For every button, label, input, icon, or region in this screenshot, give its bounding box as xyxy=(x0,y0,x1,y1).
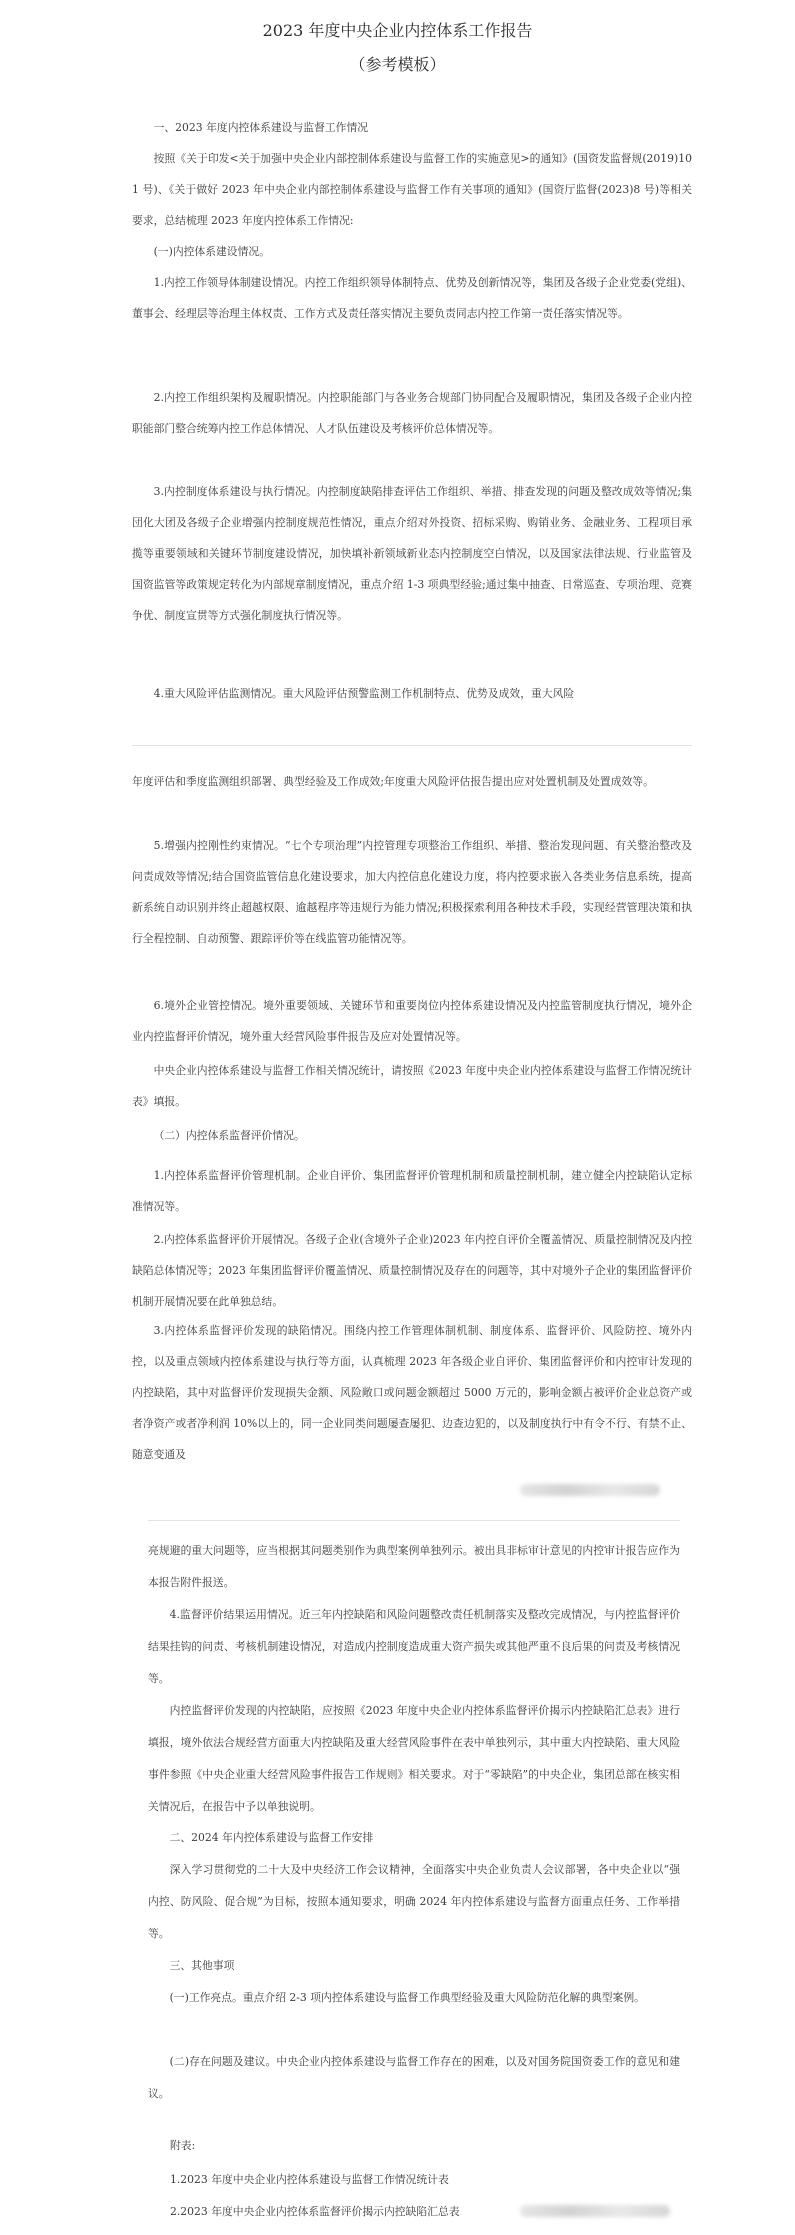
eval-2-conduct: 2.内控体系监督评价开展情况。各级子企业(含境外子企业)2023 年内控自评价全覆盖情况、质量控制情况及内控缺陷总体情况等；2023 年集团监督评价覆盖情况、质量控制情况及存在的问题等，其中对境外子企业的集团监督评价机制开展情况要在此单独总结。 xyxy=(132,1233,692,1308)
section3-item-2: (二)存在问题及建议。中央企业内控体系建设与监督工作存在的困难，以及对国务院国资委工作的意见和建议。 xyxy=(148,2055,680,2100)
attachments-label: 附表: xyxy=(170,2139,196,2152)
item-4-risk-part2: 年度评估和季度监测组织部署、典型经验及工作成效;年度重大风险评估报告提出应对处置机制及处置成效等。 xyxy=(132,775,654,788)
item-4-risk-part1: 4.重大风险评估监测情况。重大风险评估预警监测工作机制特点、优势及成效，重大风险 xyxy=(153,687,575,700)
page-break xyxy=(132,745,692,746)
eval-3-continued: 亮规避的重大问题等，应当根据其问题类别作为典型案例单独列示。被出具非标审计意见的内控审计报告应作为本报告附件报送。 xyxy=(148,1544,680,1589)
attachment-item: 2.2023 年度中央企业内控体系监督评价揭示内控缺陷汇总表 xyxy=(170,2205,460,2218)
eval-1-mechanism: 1.内控体系监督评价管理机制。企业自评价、集团监督评价管理机制和质量控制机制，建立健全内控缺陷认定标准情况等。 xyxy=(132,1169,692,1213)
stats-note: 中央企业内控体系建设与监督工作相关情况统计，请按照《2023 年度中央企业内控体系建设与监督工作情况统计表》填报。 xyxy=(132,1064,692,1108)
sub1-heading: (一)内控体系建设情况。 xyxy=(153,245,270,258)
section2-body: 深入学习贯彻党的二十大及中央经济工作会议精神，全面落实中央企业负责人会议部署，各中央企业以“强内控、防风险、促合规”为目标，按照本通知要求，明确 2024 年内控体系建设与监督方面重点任务、工作举措等。 xyxy=(148,1863,680,1940)
section3-heading: 三、其他事项 xyxy=(169,1959,235,1972)
item-2-organization: 2.内控工作组织架构及履职情况。内控职能部门与各业务合规部门协同配合及履职情况，集团及各级子企业内控职能部门整合统筹内控工作总体情况、人才队伍建设及考核评价总体情况等。 xyxy=(132,391,692,435)
item-3-rules: 3.内控制度体系建设与执行情况。内控制度缺陷排查评估工作组织、举措、排查发现的问题及整改成效等情况;集団化大团及各级子企业增强内控制度规范性情况，重点介绍对外投资、招标采购、购销业务、金融业务、工程项目承揽等重要领域和关键环节制度建设情况，加快填补新领域新业态内控制度空白情况，以及国家法律法规、行业监管及国资监管等政策规定转化为内部规章制度情况，重点介绍 1-3 项典型经验;通过集中抽查、日常巡查、专项治理、竞赛争优、制度宣贯等方式强化制度执行情况等。 xyxy=(132,485,692,622)
sub2-heading: （二）内控体系监督评价情况。 xyxy=(153,1129,305,1142)
blurred-watermark xyxy=(520,1484,660,1496)
section3-item-1: (一)工作亮点。重点介绍 2-3 项内控体系建设与监督工作典型经验及重大风险防范化解的典型案例。 xyxy=(169,1991,645,2004)
section1-heading: 一、2023 年度内控体系建设与监督工作情况 xyxy=(153,121,369,134)
page-title: 2023 年度中央企业内控体系工作报告 xyxy=(262,21,533,40)
eval-4-results: 4.监督评价结果运用情况。近三年内控缺陷和风险问题整改责任机制落实及整改完成情况，与内控监督评价结果挂钩的问责、考核机制建设情况，对造成内控制度造成重大资产损失或其他严重不良后果的问责及考核情况等。 xyxy=(148,1608,680,1685)
page-subtitle: （参考模板） xyxy=(349,55,446,74)
defect-note: 内控监督评价发现的内控缺陷，应按照《2023 年度中央企业内控体系监督评价揭示内控缺陷汇总表》进行填报，境外依法合规经营方面重大内控缺陷及重大经营风险事件在表中单独列示，其中重大内控缺陷、重大风险事件参照《中央企业重大经营风险事件报告工作规则》相关要求。对于“零缺陷”的中央企业，集团总部在核实相关情况后，在报告中予以单独说明。 xyxy=(148,1704,680,1813)
attachment-item: 1.2023 年度中央企业内控体系建设与监督工作情况统计表 xyxy=(170,2173,449,2186)
blurred-watermark xyxy=(520,2205,670,2217)
item-5-rigidity: 5.增强内控刚性约束情况。“七个专项治理”内控管理专项整治工作组织、举措、整治发现问题、有关整治整改及问责成效等情况;结合国资监管信息化建设要求，加大内控信息化建设力度，将内控要求嵌入各类业务信息系统，提高新系统自动识别并终止超越权限、逾越程序等违规行为能力情况;积极探索利用各种技术手段，实现经营管理决策和执行全程控制、自动预警、跟踪评价等在线监管功能情况等。 xyxy=(132,839,692,945)
section1-intro: 按照《关于印发<关于加强中央企业内部控制体系建设与监督工作的实施意见>的通知》(国资发监督规(2019)101 号)、《关于做好 2023 年中央企业内部控制体系建设与监督工作有关事项的通知》(国资厅监督(2023)8 号)等相关要求，总结梳理 2023 年度内控体系工作情况: xyxy=(132,152,692,227)
section2-heading: 二、2024 年内控体系建设与监督工作安排 xyxy=(169,1831,374,1844)
item-1-leadership: 1.内控工作领导体制建设情况。内控工作组织领导体制特点、优势及创新情况等，集团及各级子企业党委(党组)、董事会、经理层等治理主体权责、工作方式及责任落实情况主要负责同志内控工作第一责任落实情况等。 xyxy=(132,276,692,320)
page-break xyxy=(148,1520,680,1521)
item-6-overseas: 6.境外企业管控情况。境外重要领域、关键环节和重要岗位内控体系建设情况及内控监管制度执行情况，境外企业内控监督评价情况，境外重大经营风险事件报告及应对处置情况等。 xyxy=(132,999,692,1043)
eval-3-defects: 3.内控体系监督评价发现的缺陷情况。围绕内控工作管理体制机制、制度体系、监督评价、风险防控、境外内控，以及重点领域内控体系建设与执行等方面，认真梳理 2023 年各级企业自评价、集团监督评价和内控审计发现的内控缺陷，其中对监督评价发现损失金额、风险敞口或问题金额超过 5000 万元的，影响金额占被评价企业总资产或者净资产或者净利润 10%以上的，同一企业同类问题屡查屡犯、边查边犯的，以及制度执行中有令不行、有禁不止、随意变通及 xyxy=(132,1324,692,1461)
